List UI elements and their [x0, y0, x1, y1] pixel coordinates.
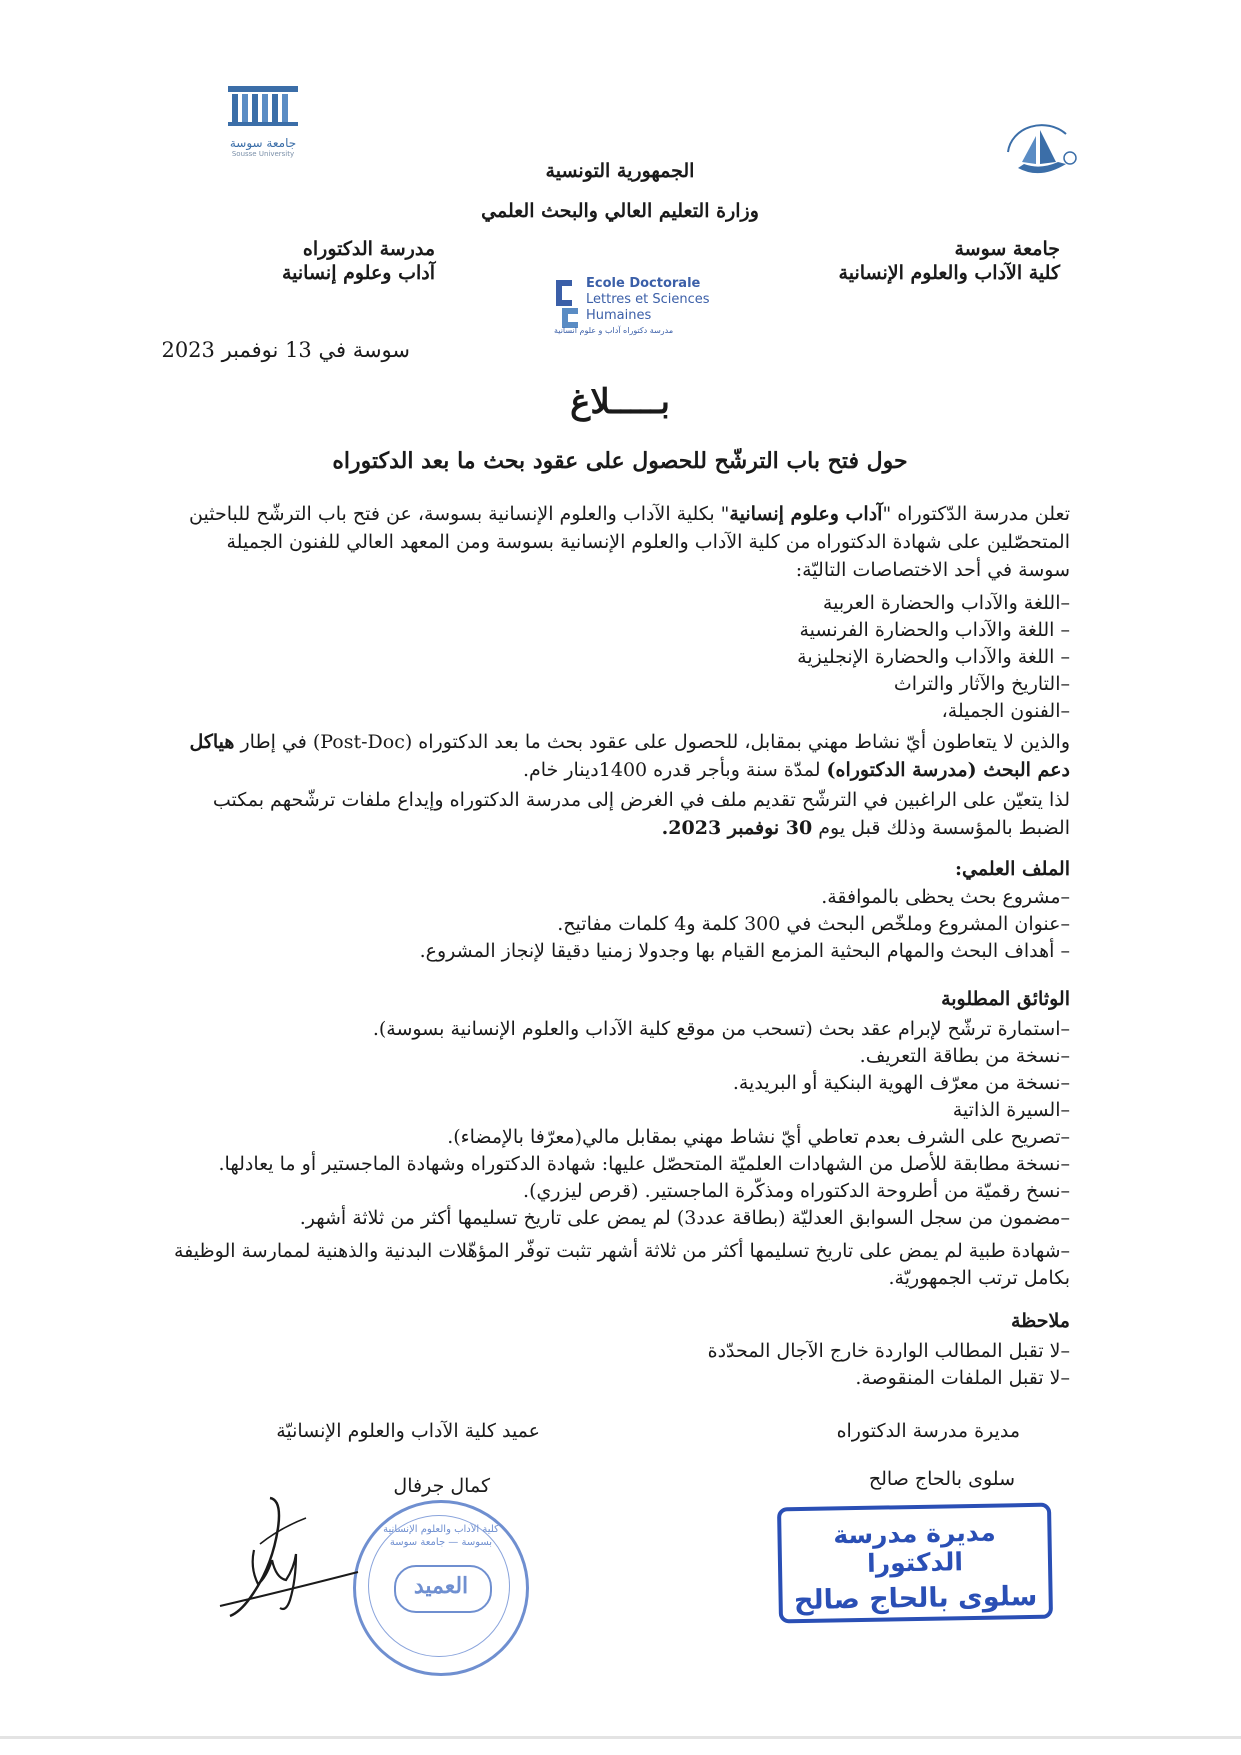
- faculty-logo: [996, 118, 1086, 188]
- notes-list: [500, 1338, 1070, 1392]
- director-name: سلوى بالحاج صالح: [868, 1468, 1015, 1490]
- note-item: –لا تقبل الملفات المنقوصة.: [855, 1367, 1070, 1389]
- director-stamp: [777, 1503, 1053, 1624]
- required-doc-item: –نسخ رقميّة من أطروحة الدكتوراه ومذكّرة الماجستير. (قرص ليزري).: [523, 1180, 1070, 1202]
- page-bottom-edge: [0, 1736, 1241, 1739]
- specialties-list: [300, 590, 1070, 725]
- notes-title: ملاحظة: [1010, 1310, 1070, 1332]
- required-doc-item: –استمارة ترشّح لإبرام عقد بحث (تسحب من موقع كلية الآداب والعلوم الإنسانية بسوسة).: [372, 1018, 1070, 1040]
- note-item: –لا تقبل المطالب الواردة خارج الآجال المحدّدة: [707, 1340, 1070, 1362]
- intro-text-1: تعلن مدرسة الدّكتوراه ": [882, 503, 1070, 525]
- doctoral-school-name: مدرسة الدكتوراه: [302, 238, 435, 260]
- dean-stamp-ring-text: كلية الآداب والعلوم الإنسانية بسوسة — جامعة سوسة: [383, 1524, 499, 1548]
- faculty-name: كلية الآداب والعلوم الإنسانية: [838, 262, 1060, 284]
- ecole-doctorale-line2: Lettres et Sciences: [586, 292, 710, 307]
- doctoral-school-field: آداب وعلوم إنسانية: [281, 262, 435, 284]
- university-logo: [222, 82, 304, 158]
- specialty-item: –اللغة والآداب والحضارة العربية: [822, 592, 1070, 614]
- conditions-text-2: لمدّة سنة وبأجر قدره 1400دينار خام.: [522, 759, 827, 781]
- document-subtitle: حول فتح باب الترشّح للحصول على عقود بحث ما بعد الدكتوراه: [332, 448, 908, 474]
- scientific-file-item: – أهداف البحث والمهام البحثية المزمع القيام بها وجدولا زمنيا دقيقا لإنجاز المشروع.: [419, 940, 1070, 962]
- dean-stamp-center: العميد: [413, 1573, 469, 1599]
- university-logo-text: جامعة سوسة: [229, 136, 297, 150]
- university-building-icon: [222, 82, 304, 132]
- university-name: جامعة سوسة: [954, 238, 1060, 260]
- ecole-doctorale-mark-icon: [554, 278, 580, 330]
- required-doc-item: –تصريح على الشرف بعدم تعاطي أيّ نشاط مهني بمقابل مالي(معرّفا بالإمضاء).: [447, 1126, 1070, 1148]
- specialty-item: –التاريخ والآثار والتراث: [893, 673, 1070, 695]
- conditions-paragraph: [185, 728, 1070, 784]
- required-docs-title: الوثائق المطلوبة: [941, 988, 1070, 1010]
- required-doc-item: –مضمون من سجل السوابق العدليّة (بطاقة عدد3) لم يمض على تاريخ تسليمها أكثر من ثلاثة أشهر.: [299, 1207, 1070, 1229]
- ecole-doctorale-logo: [554, 276, 734, 338]
- dean-stamp: [353, 1500, 529, 1676]
- specialty-item: – اللغة والآداب والحضارة الإنجليزية: [797, 646, 1070, 668]
- director-title: مديرة مدرسة الدكتوراه: [836, 1420, 1020, 1442]
- deadline-paragraph: [185, 786, 1070, 842]
- republic-header: الجمهورية التونسية: [545, 160, 695, 182]
- director-stamp-line2: سلوى بالحاج صالح: [793, 1580, 1038, 1617]
- intro-school-bold: آداب وعلوم إنسانية: [729, 503, 883, 525]
- ecole-doctorale-line4: مدرسة دكتوراه آداب و علوم انسانية: [554, 326, 674, 335]
- ecole-doctorale-line3: Humaines: [586, 308, 652, 323]
- intro-text-2: " بكلية الآداب والعلوم الإنسانية بسوسة، عن فتح باب الترشّح للباحثين المتحصّلين على شهادة الدكتوراه من كلية الآداب والعلوم الإنسانية بسوسة ومن المعهد العالي للفنون الجميلة سوسة في أحد الاختصاصات التاليّة:: [189, 503, 1070, 581]
- intro-paragraph: [185, 500, 1070, 584]
- required-docs-list: [160, 1016, 1070, 1232]
- required-doc-item: –السيرة الذاتية: [952, 1099, 1070, 1121]
- dean-name: كمال جرفال: [393, 1475, 490, 1497]
- required-doc-item: –نسخة مطابقة للأصل من الشهادات العلميّة المتحصّل عليها: شهادة الدكتوراه وشهادة الماجستير أو ما يعادلها.: [218, 1153, 1070, 1175]
- scientific-file-title: الملف العلمي:: [955, 858, 1070, 880]
- dean-signature-icon: [210, 1488, 360, 1628]
- required-doc-item: –نسخة من بطاقة التعريف.: [859, 1045, 1070, 1067]
- required-doc-item: –نسخة من معرّف الهوية البنكية أو البريدية.: [732, 1072, 1070, 1094]
- specialty-item: – اللغة والآداب والحضارة الفرنسية: [799, 619, 1070, 641]
- faculty-ship-emblem-icon: [996, 118, 1086, 188]
- scientific-file-item: –عنوان المشروع وملخّص البحث في 300 كلمة و4 كلمات مفاتيح.: [557, 913, 1070, 935]
- conditions-text-1: والذين لا يتعاطون أيّ نشاط مهني بمقابل، للحصول على عقود بحث ما بعد الدكتوراه (Post-Doc) في إطار: [234, 731, 1070, 753]
- university-logo-subtext: Sousse University: [231, 150, 295, 158]
- required-doc-last-item: –شهادة طبية لم يمض على تاريخ تسليمها أكثر من ثلاثة أشهر تثبت توفّر المؤهّلات البدنية والذهنية لممارسة الوظيفة بكامل ترتب الجمهوريّة.: [173, 1240, 1070, 1289]
- director-stamp-line1: مديرة مدرسة الدكتورا: [833, 1517, 996, 1578]
- dean-title: عميد كلية الآداب والعلوم الإنسانيّة: [276, 1420, 540, 1442]
- scientific-file-item: –مشروع بحث يحظى بالموافقة.: [821, 886, 1070, 908]
- specialty-item: –الفنون الجميلة،: [941, 700, 1070, 722]
- ecole-doctorale-line1: Ecole Doctorale: [586, 276, 701, 291]
- conditions-bold: هياكل دعم البحث (مدرسة الدكتوراه): [189, 731, 1070, 781]
- ministry-header: وزارة التعليم العالي والبحث العلمي: [481, 200, 759, 222]
- scientific-file-list: [200, 884, 1070, 965]
- deadline-bold: 30 نوفمبر 2023.: [661, 817, 813, 839]
- date-line: سوسة في 13 نوفمبر 2023: [161, 338, 410, 362]
- deadline-text: لذا يتعيّن على الراغبين في الترشّح تقديم ملف في الغرض إلى مدرسة الدكتوراه وإيداع ملفات ترشّحهم بمكتب الضبط بالمؤسسة وذلك قبل يوم: [212, 789, 1070, 839]
- document-title: بـــــلاغ: [570, 382, 670, 422]
